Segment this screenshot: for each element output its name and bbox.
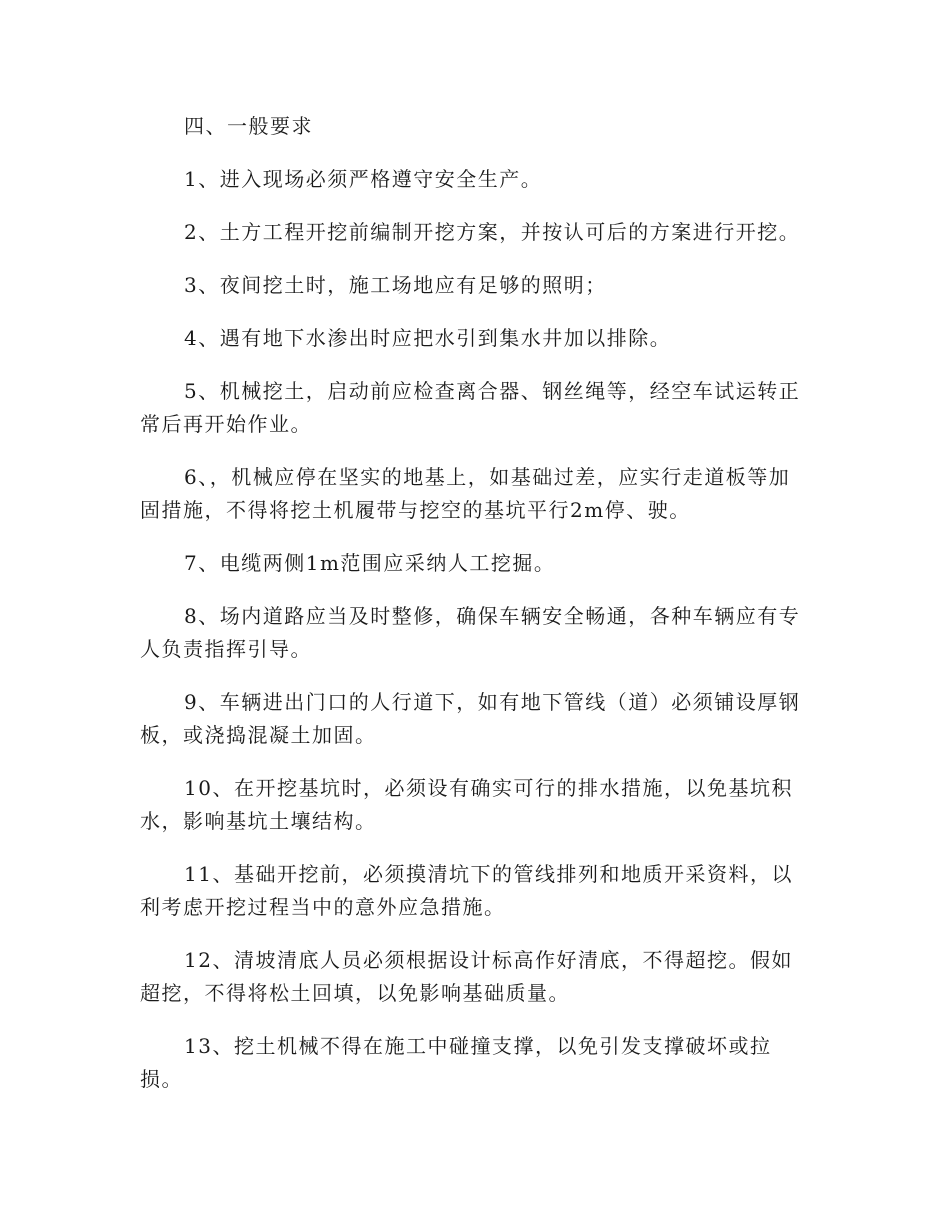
- requirement-item-5: 5、机械挖土，启动前应检查离合器、钢丝绳等，经空车试运转正常后再开始作业。: [140, 379, 801, 436]
- requirement-item-4: 4、遇有地下水渗出时应把水引到集水井加以排除。: [184, 326, 672, 350]
- requirement-item-1: 1、进入现场必须严格遵守安全生产。: [184, 167, 543, 191]
- requirement-item-7: 7、电缆两侧1m范围应采纳人工挖掘。: [184, 551, 556, 575]
- requirement-item-3: 3、夜间挖土时，施工场地应有足够的照明；: [184, 273, 607, 297]
- requirement-item-13: 13、挖土机械不得在施工中碰撞支撑，以免引发支撑破坏或拉损。: [140, 1034, 772, 1091]
- requirement-item-6: 6、，机械应停在坚实的地基上，如基础过差，应实行走道板等加固措施，不得将挖土机履带与挖空的基坑平行2m停、驶。: [140, 465, 791, 522]
- requirement-item-11: 11、基础开挖前，必须摸清坑下的管线排列和地质开采资料，以利考虑开挖过程当中的意外应急措施。: [140, 862, 793, 919]
- requirement-item-12: 12、清坡清底人员必须根据设计标高作好清底，不得超挖。假如超挖，不得将松土回填，以免影响基础质量。: [140, 948, 793, 1005]
- requirement-item-10: 10、在开挖基坑时，必须设有确实可行的排水措施，以免基坑积水，影响基坑土壤结构。: [140, 776, 793, 833]
- requirement-item-2: 2、土方工程开挖前编制开挖方案，并按认可后的方案进行开挖。: [184, 220, 801, 244]
- requirement-item-9: 9、车辆进出门口的人行道下，如有地下管线（道）必须铺设厚钢板，或浇捣混凝土加固。: [140, 690, 801, 747]
- requirement-item-8: 8、场内道路应当及时整修，确保车辆安全畅通，各种车辆应有专人负责指挥引导。: [140, 604, 801, 661]
- section-heading: 四、一般要求: [184, 114, 313, 138]
